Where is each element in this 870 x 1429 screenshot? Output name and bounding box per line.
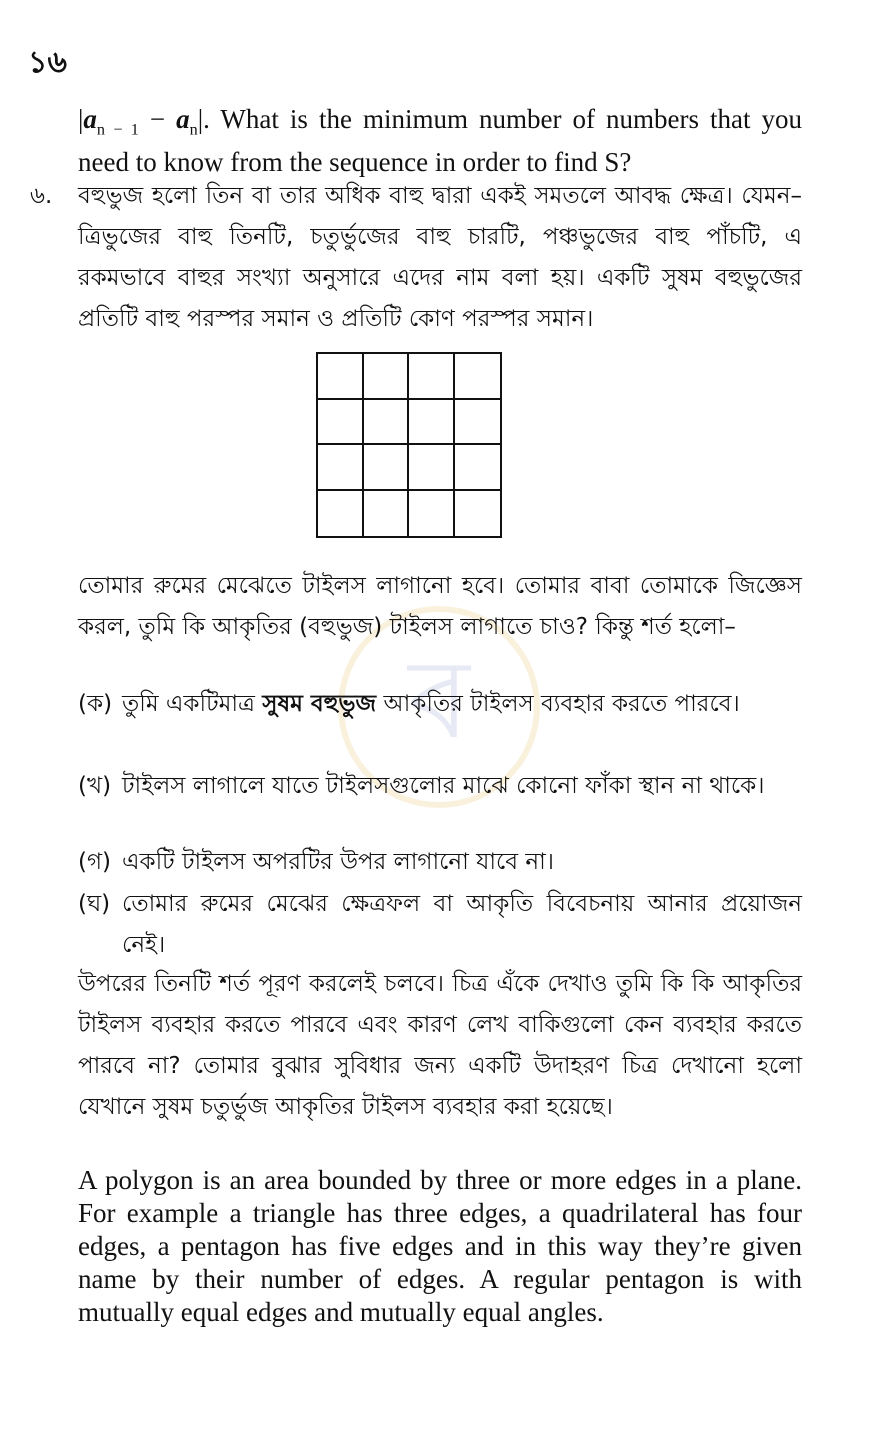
condition-ga — [78, 842, 802, 883]
grid-cell — [364, 354, 410, 400]
english-paragraph: A polygon is an area bounded by three or more edges in a plane. For example a triangle has three edges, a quadrilateral has four edges, a pentagon has five edges and in this way they’re given name by their number of edges. A regular pentagon is with mutually equal edges and mutually equal angles. — [78, 1165, 802, 1327]
condition-label: (খ) — [78, 773, 112, 799]
condition-text-post: আকৃতির টাইলস ব্যবহার করতে পারবে। — [376, 691, 740, 717]
condition-text-bold: সুষম বহুভুজ — [262, 691, 377, 717]
closing-paragraph: উপরের তিনটি শর্ত পূরণ করলেই চলবে। চিত্র এঁকে দেখাও তুমি কি কি আকৃতির টাইলস ব্যবহার করতে পারবে এবং কারণ লেখ বাকিগুলো কেন ব্যবহার করতে পারবে না? তোমার বুঝার সুবিধার জন্য একটি উদাহরণ চিত্র দেখানো হলো যেখানে সুষম চতুর্ভুজ আকৃতির টাইলস ব্যবহার করা হয়েছে। — [78, 971, 802, 1120]
grid-cell — [409, 491, 455, 537]
condition-text-pre: তুমি একটিমাত্র — [122, 691, 263, 717]
watermark-glyph: ব — [408, 635, 470, 763]
grid-cell — [409, 445, 455, 491]
grid-cell — [455, 491, 501, 537]
condition-gha — [78, 884, 802, 966]
prompt-paragraph: তোমার রুমের মেঝেতে টাইলস লাগানো হবে। তোমার বাবা তোমাকে জিজ্ঞেস করল, তুমি কি আকৃতির (বহুভুজ) টাইলস লাগাতে চাও? কিন্তু শর্ত হলো– — [78, 573, 802, 640]
grid-cell — [364, 400, 410, 446]
condition-label: (গ) — [78, 849, 112, 875]
prev-question-body: What is the minimum number of numbers that you need to know from the sequence in order to find S? — [78, 104, 802, 178]
grid-cell — [409, 400, 455, 446]
condition-ka — [78, 684, 802, 725]
grid-cell — [409, 354, 455, 400]
page-number: ১৬ — [28, 45, 67, 80]
question-number: ৬. — [30, 183, 53, 209]
grid-cell — [364, 445, 410, 491]
condition-kha — [78, 766, 802, 807]
intro-paragraph: বহুভুজ হলো তিন বা তার অধিক বাহু দ্বারা একই সমতলে আবদ্ধ ক্ষেত্র। যেমন– ত্রিভুজের বাহু তিনটি, চতুর্ভুজের বাহু চারটি, পঞ্চভুজের বাহু পাঁচটি, এ রকমভাবে বাহুর সংখ্যা অনুসারে এদের নাম বলা হয়। একটি সুষম বহুভুজের প্রতিটি বাহু পরস্পর সমান ও প্রতিটি কোণ পরস্পর সমান। — [78, 183, 802, 332]
prev-question-text — [78, 103, 802, 179]
grid-cell — [318, 491, 364, 537]
condition-text: তোমার রুমের মেঝের ক্ষেত্রফল বা আকৃতি বিবেচনায় আনার প্রয়োজন নেই। — [122, 891, 802, 958]
grid-cell — [318, 400, 364, 446]
grid-cell — [318, 445, 364, 491]
grid-cell — [318, 354, 364, 400]
condition-text: টাইলস লাগালে যাতে টাইলসগুলোর মাঝে কোনো ফাঁকা স্থান না থাকে। — [122, 773, 765, 799]
condition-label: (ঘ) — [78, 891, 111, 917]
math-expression: $|a_{n - 1} - a_n|$. — [78, 104, 210, 139]
grid-cell — [364, 491, 410, 537]
grid-cell — [455, 354, 501, 400]
condition-label: (ক) — [78, 691, 113, 717]
tile-grid-figure — [316, 352, 502, 538]
grid-cell — [455, 445, 501, 491]
grid-cell — [455, 400, 501, 446]
condition-text: একটি টাইলস অপরটির উপর লাগানো যাবে না। — [122, 849, 554, 875]
